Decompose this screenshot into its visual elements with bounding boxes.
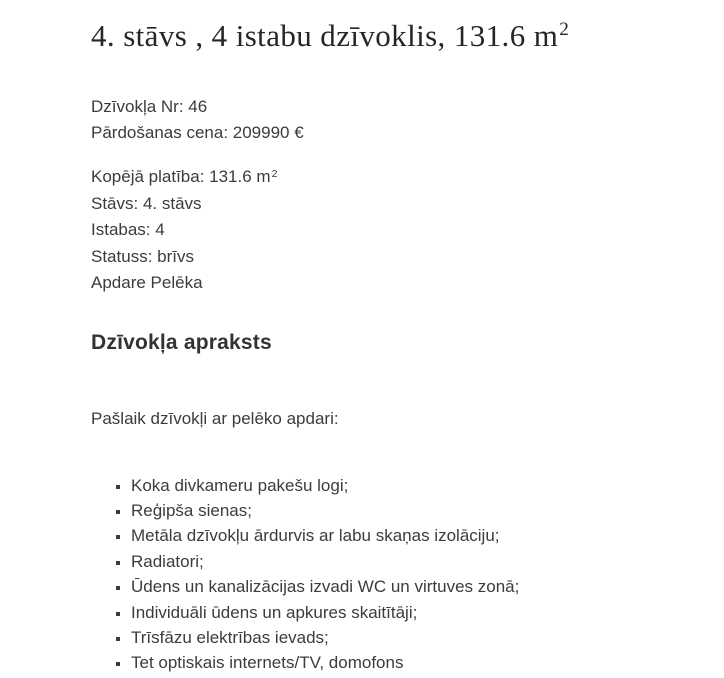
description-intro: Pašlaik dzīvokļi ar pelēko apdari: [91, 408, 339, 428]
feature-item: ▪ Individuāli ūdens un apkures skaitītāji; [131, 600, 684, 625]
detail-line-text: Statuss: brīvs [91, 246, 194, 266]
secondary-details [91, 165, 684, 298]
feature-item: ▪ Tet optiskais internets/TV, domofons [131, 650, 684, 675]
detail-line-superscript: 2 [271, 167, 278, 180]
feature-item: ▪ Koka divkameru pakešu logi; [131, 473, 684, 498]
detail-line-text: Istabas: 4 [91, 220, 165, 239]
feature-item: ▪ Radiatori; [131, 549, 684, 574]
detail-line: Pārdošanas cena: 209990 € [91, 122, 304, 142]
section-heading: Dzīvokļa apraksts [91, 330, 272, 354]
detail-line [91, 218, 684, 245]
detail-line [91, 192, 684, 219]
page-title [91, 0, 684, 58]
feature-item: ▪ Ūdens un kanalizācijas izvadi WC un virtuves zonā; [131, 574, 684, 599]
detail-line-text: Stāvs: 4. stāvs [91, 193, 202, 213]
primary-details [91, 94, 684, 145]
detail-line [91, 165, 684, 192]
detail-line [91, 245, 684, 272]
detail-line-text: Apdare Pelēka [91, 273, 203, 292]
detail-line: Dzīvokļa Nr: 46 [91, 97, 208, 116]
feature-item: ▪ Metāla dzīvokļu ārdurvis ar labu skaņas izolāciju; [131, 523, 684, 548]
page-title-superscript: 2 [559, 19, 570, 41]
features-list [91, 473, 684, 676]
page-title-text: 4. stāvs , 4 istabu dzīvoklis, 131.6 m [91, 18, 559, 53]
feature-item: ▪ Reģipša sienas; [131, 498, 684, 523]
detail-line-text: Kopējā platība: 131.6 m [91, 167, 271, 186]
detail-line [91, 271, 684, 298]
feature-item: ▪ Trīsfāzu elektrības ievads; [131, 625, 684, 650]
